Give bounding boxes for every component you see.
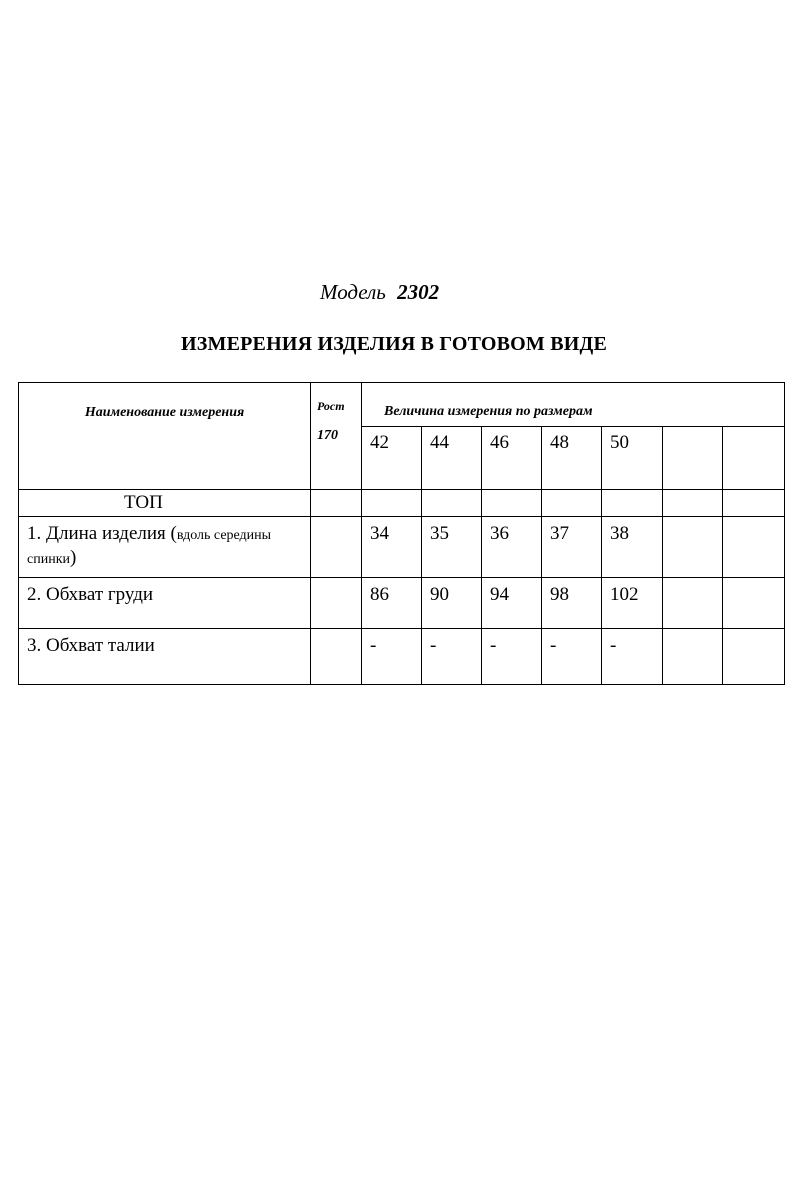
height-label: Рост — [317, 399, 345, 413]
table-row — [19, 517, 785, 578]
value-cell: 90 — [422, 578, 482, 629]
value-cell — [723, 578, 785, 629]
value-cell: 34 — [362, 517, 422, 578]
model-line — [320, 280, 439, 305]
model-number: 2302 — [397, 280, 440, 304]
section-row — [19, 490, 785, 517]
value-cell: - — [362, 629, 422, 685]
size-cell — [723, 427, 785, 490]
measurement-name: 2. Обхват груди — [19, 578, 311, 629]
height-cell — [311, 629, 362, 685]
empty-cell — [723, 490, 785, 517]
value-cell: 98 — [542, 578, 602, 629]
measurement-name: 3. Обхват талии — [19, 629, 311, 685]
measurement-note: вдоль середины спинки — [27, 528, 272, 567]
section-label: ТОП — [19, 490, 311, 517]
value-cell: - — [482, 629, 542, 685]
value-cell — [723, 629, 785, 685]
empty-cell — [482, 490, 542, 517]
value-cell: - — [542, 629, 602, 685]
size-cell: 46 — [482, 427, 542, 490]
size-cell: 50 — [602, 427, 663, 490]
height-cell — [311, 517, 362, 578]
measurement-name — [19, 517, 311, 578]
document-title: ИЗМЕРЕНИЯ ИЗДЕЛИЯ В ГОТОВОМ ВИДЕ — [181, 333, 607, 355]
table-row — [19, 629, 785, 685]
value-cell — [663, 578, 723, 629]
empty-cell — [422, 490, 482, 517]
value-cell — [663, 517, 723, 578]
empty-cell — [362, 490, 422, 517]
measurements-table — [18, 382, 785, 685]
value-cell: - — [422, 629, 482, 685]
size-cell: 44 — [422, 427, 482, 490]
value-cell — [723, 517, 785, 578]
header-height — [311, 383, 362, 490]
value-cell: 37 — [542, 517, 602, 578]
value-cell: 35 — [422, 517, 482, 578]
height-cell — [311, 578, 362, 629]
empty-cell — [602, 490, 663, 517]
size-cell — [663, 427, 723, 490]
height-value: 170 — [317, 428, 338, 443]
size-cell: 42 — [362, 427, 422, 490]
model-label: Модель — [320, 280, 386, 304]
header-measurement-name: Наименование измерения — [19, 383, 311, 490]
value-cell: 36 — [482, 517, 542, 578]
value-cell: 102 — [602, 578, 663, 629]
value-cell: 94 — [482, 578, 542, 629]
value-cell: 86 — [362, 578, 422, 629]
size-cell: 48 — [542, 427, 602, 490]
header-row — [19, 383, 785, 427]
value-cell: 38 — [602, 517, 663, 578]
value-cell — [663, 629, 723, 685]
empty-cell — [311, 490, 362, 517]
table-row — [19, 578, 785, 629]
empty-cell — [663, 490, 723, 517]
value-cell: - — [602, 629, 663, 685]
empty-cell — [542, 490, 602, 517]
measurement-name-text: 1. Длина изделия ( — [27, 523, 177, 544]
header-values-by-size: Величина измерения по размерам — [362, 383, 785, 427]
measurement-name-close: ) — [69, 546, 77, 568]
